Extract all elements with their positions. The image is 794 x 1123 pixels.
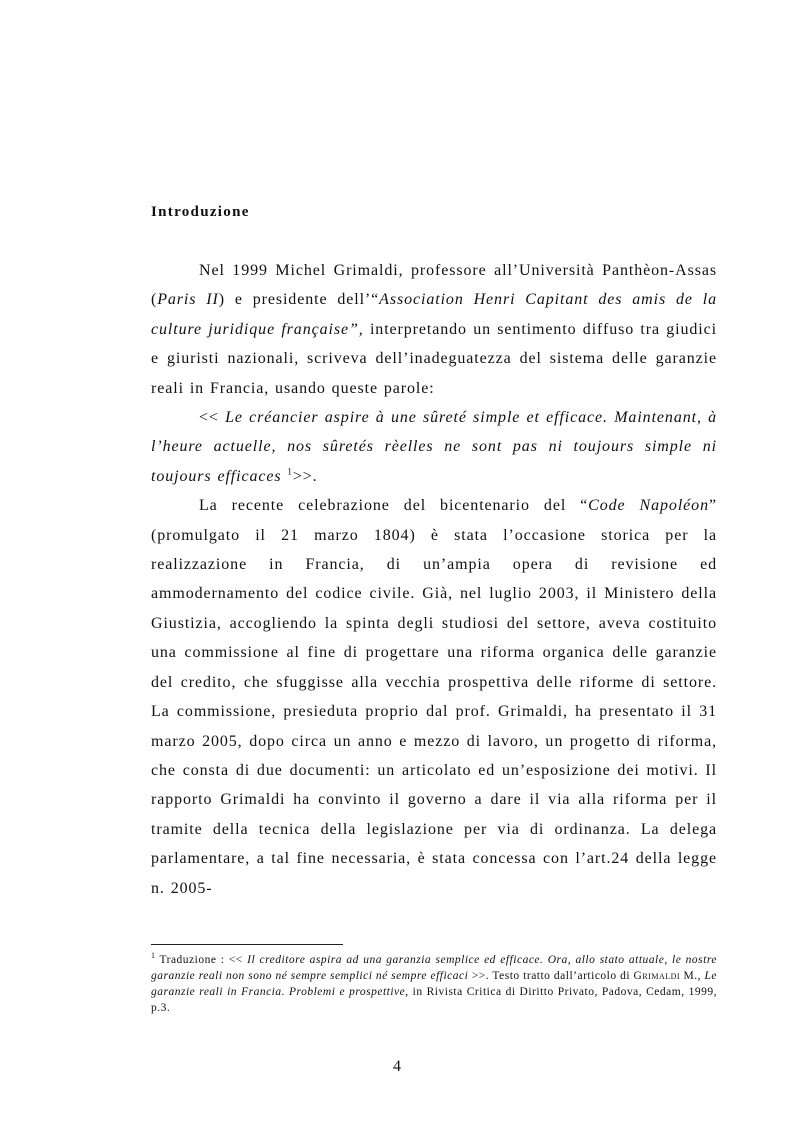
page-number: 4 [393,1058,401,1075]
paragraph-2-quote [151,403,717,491]
footnote-italic-title: Le garanzie reali in Francia. Problemi e prospettive [151,970,718,998]
footnote-author: Grimaldi [633,970,681,982]
p2-open-quote: << [199,409,226,427]
footnote-text-3: >>. Testo tratto dall’articolo di [468,970,634,982]
footnote [151,952,717,1016]
p2-close-quote: >>. [292,467,318,485]
footnote-italic-translation: Il creditore aspira ad una garanzia semplice ed efficace. Ora, allo stato attuale, le nostre garanzie reali non sono né sempre semplici né sempre efficaci [151,954,718,982]
p3-text-3: ” (promulgato il 21 marzo 1804) è stata l’occasione storica per la realizzazione in Francia, di un’ampia opera di revisione ed ammodernamento del codice civile. Già, nel luglio 2003, il Ministero della Giustizia, accogliendo la spinta degli studiosi del settore, aveva costituito una commissione al fine di progettare una riforma organica delle garanzie del credito, che sfuggisse alla vecchia prospettiva delle riforme di settore. La commissione, presieduta proprio dal prof. Grimaldi, ha presentato il 31 marzo 2005, dopo circa un anno e mezzo di lavoro, un progetto di riforma, che consta di due documenti: un articolato ed un’esposizione dei motivi. Il rapporto Grimaldi ha convinto il governo a dare il via alla riforma per il tramite della tecnica della legislazione per via di ordinanza. La delega parlamentare, a tal fine necessaria, è stata concessa con l’art.24 della legge n. 2005- [151,497,717,897]
p1-text-5: interpretando un sentimento diffuso tra giudici e giuristi nazionali, scriveva dell’inadeguatezza del sistema delle garanzie reali in Francia, usando queste parole: [151,320,717,397]
paragraph-3 [151,491,717,903]
footnote-text-1: Traduzione : << [159,954,248,966]
footnote-text-4: M., [680,970,705,982]
footnote-divider [151,944,343,945]
footnote-number: 1 [151,951,156,961]
section-heading: Introduzione [151,204,250,220]
p1-text-3: ) e presidente dell’“ [218,291,380,309]
p1-italic-association: Association Henri Capitant des amis de la culture juridique française”, [151,291,717,338]
p1-text-1: Nel 1999 Michel Grimaldi, professore all’Università Panthèon-Assas ( [151,262,717,309]
p3-italic-code: Code Napoléon [588,497,709,515]
footnote-text-6: , in Rivista Critica di Diritto Privato, Padova, Cedam, 1999, p.3. [151,986,717,1014]
p2-italic-quote: Le créancier aspire à une sûreté simple et efficace. Maintenant, à l’heure actuelle, nos sûretés rèelles ne sont pas ni toujours simple ni toujours efficaces [151,409,717,485]
p3-text-1: La recente celebrazione del bicentenario del “ [199,497,589,515]
paragraph-1 [151,256,717,403]
body-text [151,256,717,903]
footnote-reference[interactable]: 1 [287,466,293,477]
p1-italic-paris: Paris II [157,291,219,309]
